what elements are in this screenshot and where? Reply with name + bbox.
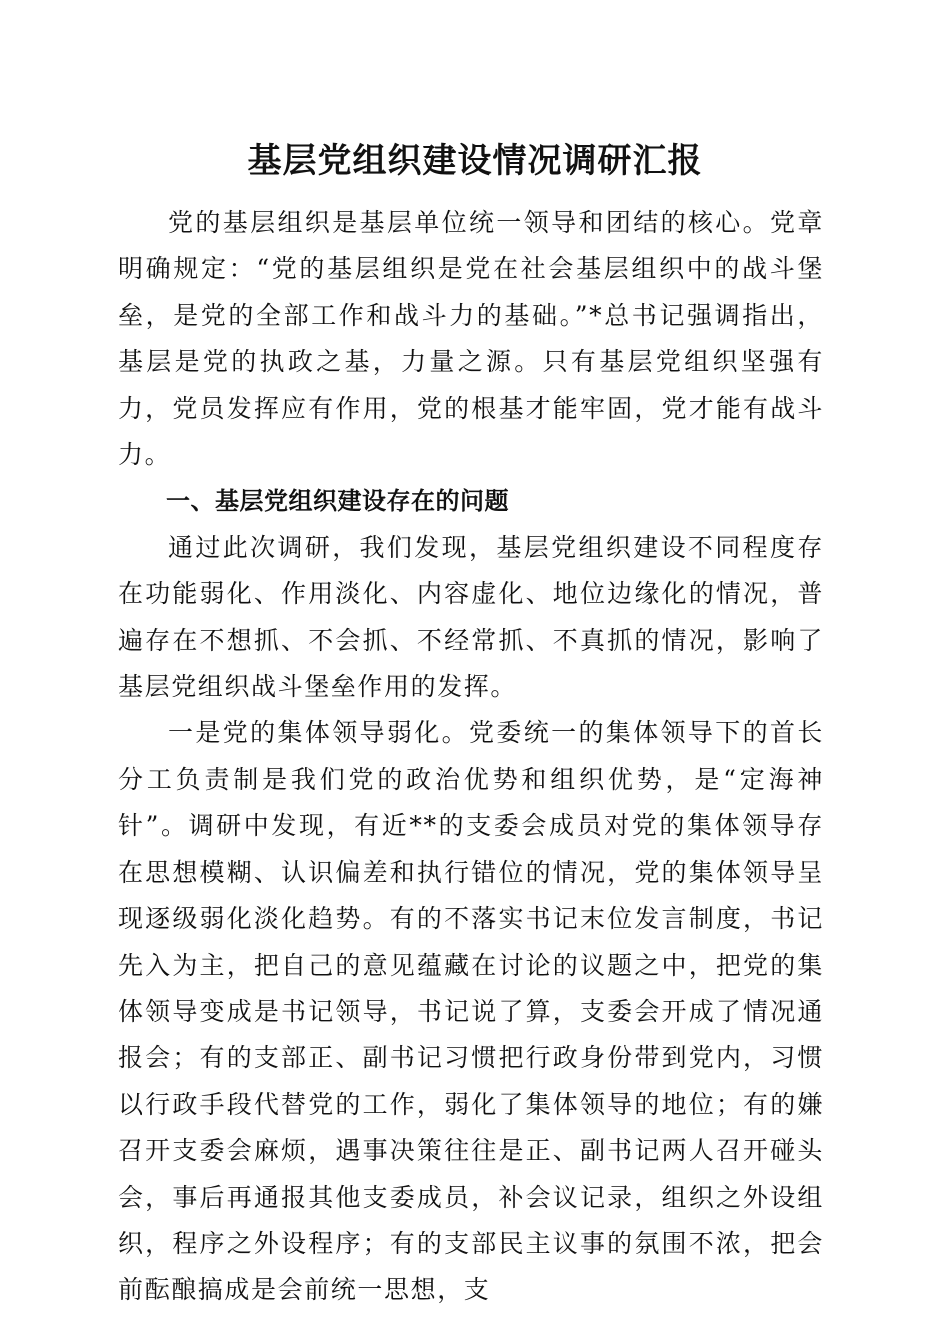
section-heading: 一、基层党组织建设存在的问题: [166, 487, 509, 516]
document-title: 基层党组织建设情况调研汇报: [247, 141, 703, 181]
document-body: [118, 200, 824, 1314]
intro-paragraph: 党的基层组织是基层单位统一领导和团结的核心。党章明确规定：“党的基层组织是党在社会基层组织中的战斗堡垒，是党的全部工作和战斗力的基础。”*总书记强调指出，基层是党的执政之基，力量之源。只有基层党组织坚强有力，党员发挥应有作用，党的根基才能牢固，党才能有战斗力。: [118, 208, 824, 470]
point-one-paragraph: 一是党的集体领导弱化。党委统一的集体领导下的首长分工负责制是我们党的政治优势和组织优势，是“定海神针”。调研中发现，有近**的支委会成员对党的集体领导存在思想模糊、认识偏差和执行错位的情况，党的集体领导呈现逐级弱化淡化趋势。有的不落实书记末位发言制度，书记先入为主，把自己的意见蕴藏在讨论的议题之中，把党的集体领导变成是书记领导，书记说了算，支委会开成了情况通报会；有的支部正、副书记习惯把行政身份带到党内，习惯以行政手段代替党的工作，弱化了集体领导的地位；有的嫌召开支委会麻烦，遇事决策往往是正、副书记两人召开碰头会，事后再通报其他支委成员，补会议记录，组织之外设组织，程序之外设程序；有的支部民主议事的氛围不浓，把会前酝酿搞成是会前统一思想，支: [118, 718, 824, 1305]
section-overview-paragraph: 通过此次调研，我们发现，基层党组织建设不同程度存在功能弱化、作用淡化、内容虚化、地位边缘化的情况，普遍存在不想抓、不会抓、不经常抓、不真抓的情况，影响了基层党组织战斗堡垒作用的发挥。: [118, 532, 824, 702]
